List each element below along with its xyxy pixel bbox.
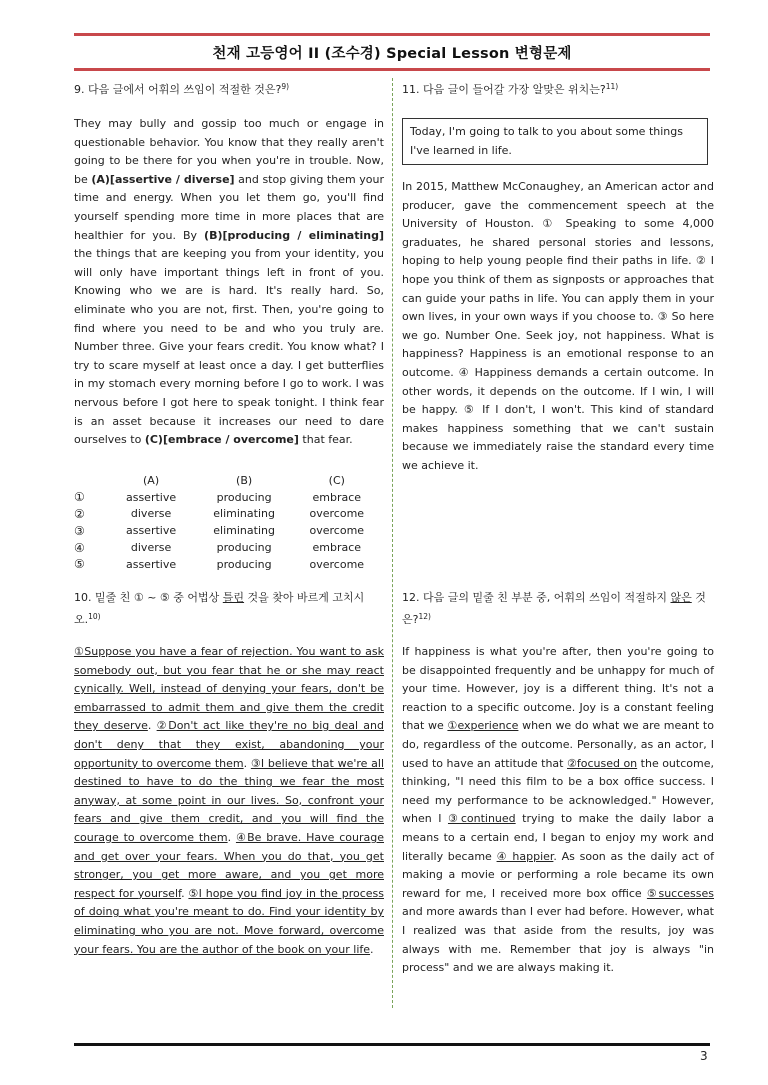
underlined-sentence-3: ③I believe that we're all destined to have to do the thing we fear the most anyway, at some point in our lives. So, confront your fears and give them credit, and you will find the courage to overcome them: [74, 756, 384, 844]
choice-number: ⑤: [74, 557, 85, 572]
passage-text: .: [147, 719, 157, 733]
question-10-title-text: 10. 밑줄 친 ① ~ ⑤ 중 어법상: [74, 591, 223, 604]
choice-b-value: producing: [216, 557, 272, 571]
choice-row[interactable]: [74, 539, 384, 556]
blank-b: (B)[producing / eliminating]: [204, 228, 384, 242]
question-9-title: [74, 78, 384, 100]
choice-number: ①: [74, 490, 85, 505]
question-10-footnote: 10): [88, 611, 101, 621]
question-10-title-emphasis: 틀린: [222, 591, 245, 604]
choice-row[interactable]: [74, 506, 384, 523]
choice-row[interactable]: [74, 556, 384, 573]
underlined-sentence-5: ⑤I hope you find joy in the process of doing what you're meant to do. Find your identity by eliminating who you are not. Move forward, overcome your fears. You are the author of the book on your life: [74, 886, 384, 956]
passage-text: and stop giving them your time and energy. When you let them go, you'll find yourself spending more time in more places that are healthier for you. By: [74, 172, 385, 242]
choice-a-value: assertive: [125, 524, 177, 538]
question-10-passage: [74, 643, 384, 959]
question-10-title-text: 것을 찾아 바르게 고치시오.: [74, 591, 365, 626]
choice-c-value: embrace: [312, 541, 362, 555]
question-9-choices: [74, 472, 384, 573]
question-12-title-text: 12. 다음 글의 밑줄 친 부분 중, 어휘의 쓰임이 적절하지: [402, 591, 671, 604]
choice-c-value: embrace: [312, 490, 362, 504]
passage-text: They may bully and gossip too much or engage in questionable behavior. You know that they really aren't going to be there for you when you're in trouble. Now, be: [74, 117, 384, 186]
question-9-passage: [74, 115, 384, 450]
passage-text: In 2015, Matthew McConaughey, an American actor and producer, gave the commencement speech at the University of Houston. ① Speaking to some 4,000 graduates, he shared personal stories and lessons, hoping to help young people find their paths in life. ② I hope you think of them as signposts or approaches that can guide your paths in life. You can apply them in your own lives, in your own ways if you choose to. ③ So here we go. Number One. Seek joy, not happiness. What is happiness? Happiness is an emotional response to an outcome. ④ Happiness demands a certain outcome. In other words, it depends on the outcome. If I win, I will be happy. ⑤ If I don't, I won't. This kind of standard makes happiness something that we can't sustain because we immediately raise the standard every time we achieve it.: [402, 180, 714, 472]
header-bottom-rule: [74, 68, 710, 71]
passage-text: If happiness is what you're after, then you're going to be disappointed frequently and be unhappy for much of your time. However, joy is a different thing. It's not a reaction to a specific outcome. Joy is a constant feeling that we: [402, 645, 714, 733]
question-10-title: [74, 589, 384, 629]
choice-a-value: diverse: [130, 507, 172, 521]
choice-c-value: overcome: [309, 507, 365, 521]
insert-sentence: Today, I'm going to talk to you about some things I've learned in life.: [410, 125, 683, 157]
choice-b-value: producing: [216, 490, 272, 504]
passage-text: when we do what we are meant to do, regardless of the outcome. Personally, as an actor, I used to have an attitude that: [402, 719, 714, 770]
question-9-footnote: 9): [281, 82, 290, 91]
choice-b-value: eliminating: [213, 524, 275, 538]
choice-c-value: overcome: [309, 557, 365, 571]
choice-number: ②: [74, 506, 85, 521]
underlined-sentence-2: ②Don't act like they're no big deal and don't deny that they exist, abandoning your opportunity to overcome them: [74, 719, 385, 770]
choice-b-value: eliminating: [213, 507, 275, 521]
blank-a: (A)[assertive / diverse]: [91, 172, 235, 186]
passage-text: .: [243, 756, 251, 770]
choice-a-value: assertive: [125, 557, 177, 571]
choice-b-value: producing: [216, 541, 272, 555]
underlined-word-3: ③continued: [447, 812, 516, 826]
question-12-title-emphasis: 않은: [670, 591, 692, 604]
choice-number: ④: [74, 540, 85, 555]
blank-c: (C)[embrace / overcome]: [144, 433, 299, 447]
page-number: 3: [700, 1049, 708, 1063]
question-12-title-text: 것은?: [402, 591, 706, 626]
question-11-footnote: 11): [605, 82, 619, 91]
underlined-sentence-1: ①Suppose you have a fear of rejection. You want to ask somebody out, but you fear that he or she may react cynically. Well, instead of denying your fears, don't be embarrassed to admit them and give them the credit they deserve: [74, 645, 384, 733]
column-header-b: (B): [236, 473, 253, 487]
column-header-c: (C): [328, 473, 345, 487]
question-12-title: [402, 589, 714, 629]
passage-text: that fear.: [298, 433, 353, 447]
choice-c-value: overcome: [309, 524, 365, 538]
question-12-footnote: 12): [418, 611, 431, 621]
choices-header-row: [74, 472, 384, 489]
passage-text: the things that are keeping you from your identity, you will only have important things left in front of you. Knowing who we are is hard. It's really hard. So, eliminate who you are not, first. Then, you're going to find where you need to be and who you truly are. Number three. Give your fears credit. You know what? I try to scare myself at least once a day. I get butterflies in my stomach every morning before I go to work. I was nervous before I got here to speak tonight. I think fear is an asset because it increases our need to dare ourselves to: [74, 247, 384, 447]
choice-row[interactable]: [74, 489, 384, 506]
underlined-word-4: ④ happier: [496, 849, 554, 863]
choice-number-header: [74, 472, 103, 489]
passage-text: .: [227, 830, 236, 844]
passage-text: trying to make the daily labor a means to a certain end, I began to enjoy my work and literally became: [402, 812, 714, 863]
choice-a-value: diverse: [130, 541, 172, 555]
footer-rule: [74, 1043, 710, 1046]
question-12-passage: [402, 643, 714, 978]
choice-a-value: assertive: [125, 490, 177, 504]
page-header-title: 천재 고등영어 II (조수경) Special Lesson 변형문제: [212, 46, 572, 62]
passage-text: .: [370, 942, 374, 956]
question-11-title: [402, 78, 714, 100]
underlined-word-2: ②focused on: [566, 756, 638, 770]
choice-row[interactable]: [74, 522, 384, 539]
underlined-word-5: ⑤successes: [646, 886, 715, 900]
header-top-rule: [74, 33, 710, 36]
question-11-title-text: 11. 다음 글이 들어갈 가장 알맞은 위치는?: [402, 83, 606, 96]
passage-text: the outcome, thinking, "I need this film to be a box office success. I need my performance to be acknowledged." However, when I: [402, 756, 714, 826]
column-divider: [392, 78, 393, 1008]
passage-text: and more awards than I ever had before. However, what I realized was that aside from the results, joy was always with me. Remember that joy is always "in process" and we are always making it.: [402, 905, 714, 975]
question-11-passage: [402, 178, 714, 476]
underlined-sentence-4: ④Be brave. Have courage and get over your fears. When you do that, you get stronger, you get more aware, and you get more respect for yourself: [74, 830, 384, 900]
choice-number: ③: [74, 523, 85, 538]
underlined-word-1: ①experience: [447, 719, 519, 733]
answer-choices-table: [74, 472, 384, 573]
column-header-a: (A): [143, 473, 160, 487]
passage-text: .: [181, 886, 189, 900]
question-9-title-text: 9. 다음 글에서 어휘의 쓰임이 적절한 것은?: [74, 83, 282, 96]
question-11-insert-box: [402, 118, 708, 165]
question-9: [74, 78, 384, 100]
passage-text: . As soon as the daily act of making a movie or performing a role became its own reward for me, I received more box office: [402, 849, 715, 900]
